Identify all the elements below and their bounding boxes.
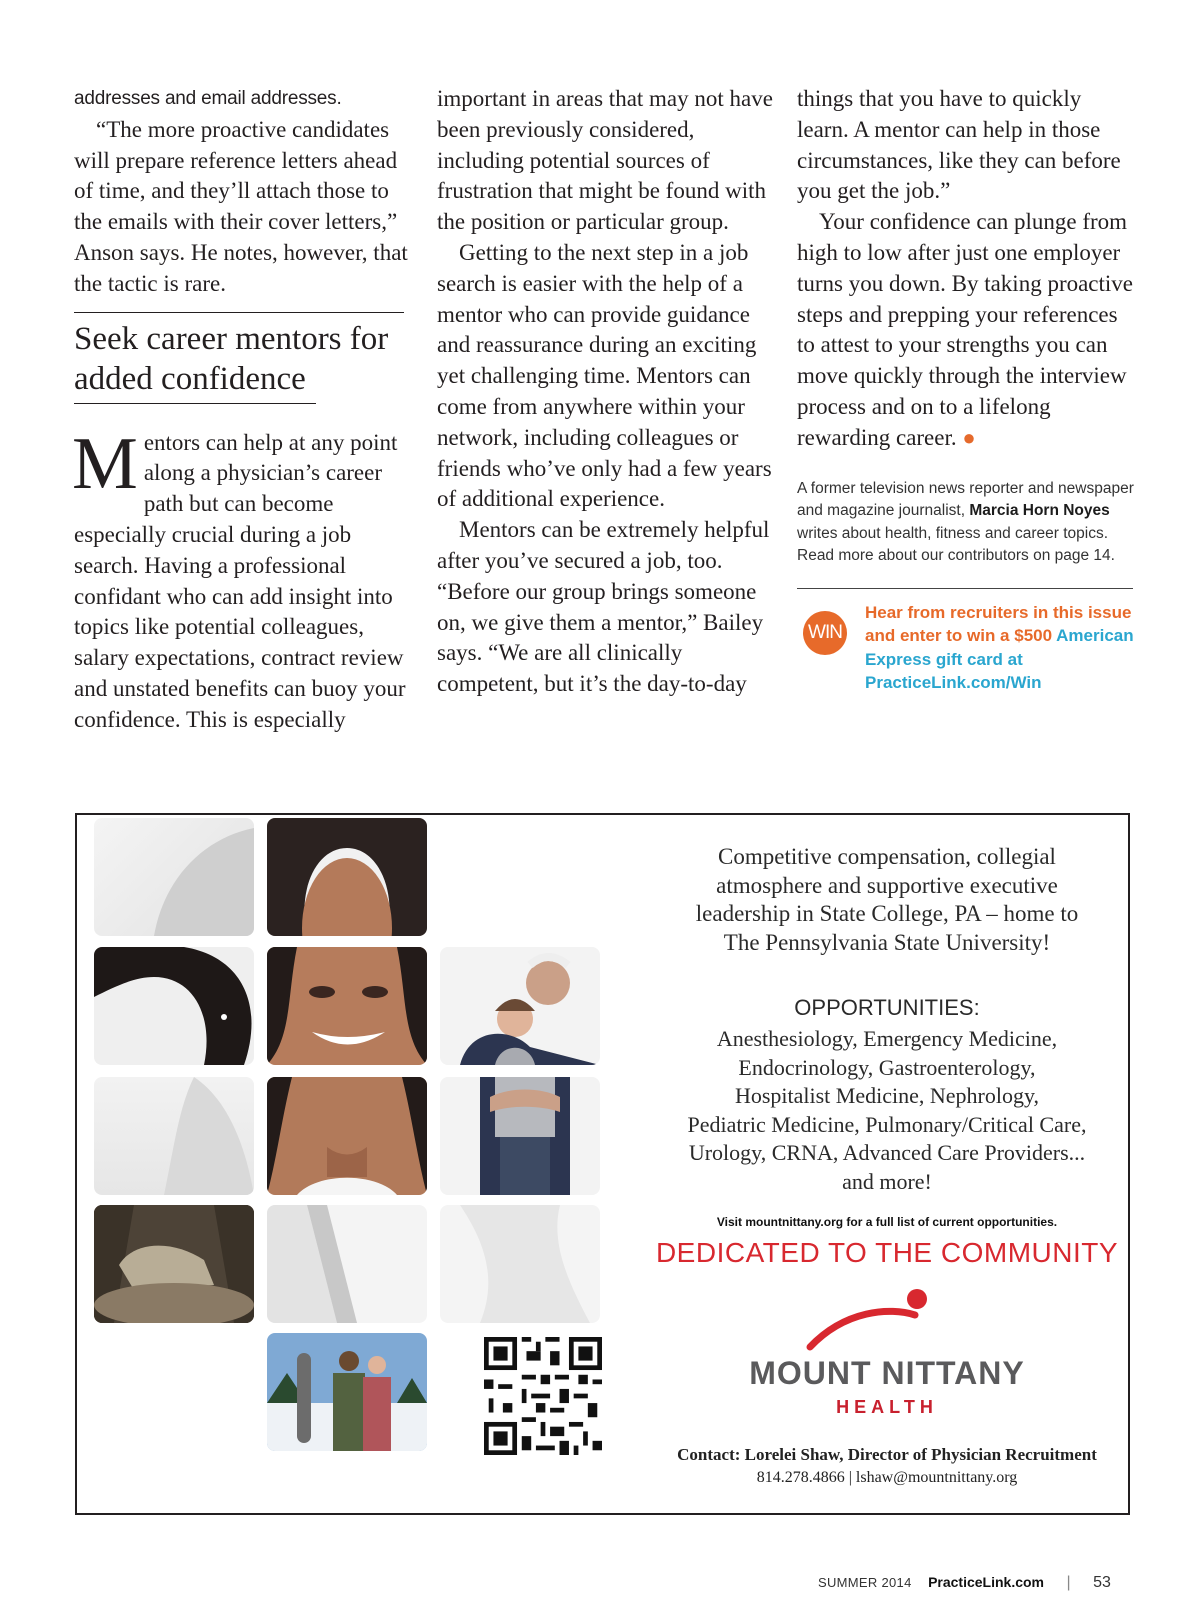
photo-tile-white-coat-right [440, 1205, 600, 1323]
body-paragraph [72, 422, 408, 736]
photo-tile-nittany-lion-statue [94, 1205, 254, 1323]
opportunity-line: Hospitalist Medicine, Nephrology, [734, 1083, 1040, 1108]
body-paragraph [797, 207, 1135, 453]
photo-tile-snowboarders [267, 1333, 427, 1451]
author-name: Marcia Horn Noyes [969, 502, 1110, 520]
opportunity-line: Urology, CRNA, Advanced Care Providers... [688, 1140, 1086, 1165]
page-number: 53 [1093, 1574, 1111, 1591]
opportunities-heading: OPPORTUNITIES: [794, 995, 980, 1020]
body-paragraph: important in areas that may not have been previously considered, including potential sources of frustration that might be found with the position or particular group. [437, 86, 773, 235]
win-promo[interactable] [797, 601, 1135, 697]
opportunity-line: Endocrinology, Gastroenterology, [738, 1054, 1036, 1080]
opportunity-line: Pediatric Medicine, Pulmonary/Critical Care, [687, 1111, 1087, 1137]
footer-separator: | [1066, 1574, 1071, 1591]
ad-tagline: DEDICATED TO THE COMMUNITY [655, 1237, 1119, 1268]
contact-name: Contact: Lorelei Shaw, Director of Physician Recruitment [677, 1445, 1097, 1464]
page-footer [818, 1574, 1138, 1592]
opportunities-list [637, 1025, 1137, 1196]
closing-paragraph-text: Your confidence can plunge from high to low after just one employer turns you down. By taking proactive steps and prepping your references to attest to your strengths you can move quickly through the interview process and on to a lifelong rewarding career. [797, 209, 1134, 450]
body-paragraph: Mentors can be extremely helpful after you’ve secured a job, too. “Before our group brings someone on, we give them a mentor,” Bailey says. “We are all clinically competent, but it’s the day-to-day [437, 517, 770, 697]
qr-code[interactable] [482, 1337, 604, 1455]
article-column-2 [437, 84, 773, 700]
bio-text: A former television news reporter and newspaper and magazine journalist, [797, 479, 1134, 520]
section-heading: Seek career mentors for added confidence [74, 320, 389, 397]
win-promo-orange-text: Hear from recruiters in this issue and enter to win a $500 [865, 602, 1132, 646]
ad-lead-text: Competitive compensation, collegial atmosphere and supportive executive leadership in State College, PA – home to The Pennsylvania State University! [695, 844, 1079, 955]
photo-tile-family-bottom [440, 1077, 600, 1195]
drop-cap-paragraph-text: entors can help at any point along a physician’s career path but can become especially crucial during a job search. Having a professional confidant who can add insight into topics like potential colleagues, salary expectations, contract review and unstated benefits can buoy your confidence. This is especially [74, 429, 406, 732]
body-paragraph: Getting to the next step in a job search is easier with the help of a mentor who can provide guidance and reassurance during an exciting yet challenging time. Mentors can come from anywhere within your network, including colleagues or friends who’ve only had a few years of additional experience. [437, 239, 772, 512]
contact-details[interactable]: 814.278.4866 | lshaw@mountnittany.org [756, 1469, 1018, 1486]
photo-tile-faded-coat [94, 1077, 254, 1195]
health-logo-text: HEALTH [836, 1397, 938, 1417]
mount-nittany-logo-text: MOUNT NITTANY [749, 1355, 1025, 1391]
drop-cap: M [72, 422, 138, 505]
body-paragraph: “The more proactive candidates will prepare reference letters ahead of time, and they’ll attach those to the emails with their cover letters,” Anson says. He notes, however, that the tactic is rare. [74, 116, 408, 296]
photo-tile-doctor-chin [267, 1077, 427, 1195]
photo-tile-hair-left [94, 947, 254, 1065]
opportunity-line: Anesthesiology, Emergency Medicine, [716, 1026, 1058, 1051]
mount-nittany-logo-mark-icon [805, 1285, 935, 1355]
article-column-1 [74, 84, 408, 736]
win-promo-text [865, 601, 1135, 695]
bio-text: writes about health, fitness and career topics. Read more about our contributors on page 14. [797, 524, 1115, 565]
body-paragraph: things that you have to quickly learn. A mentor can help in those circumstances, like they can before you get the job.” [797, 86, 1121, 204]
body-text: addresses and email addresses. [74, 88, 342, 109]
win-promo-link[interactable]: American Express gift card at PracticeLink.com/Win [865, 626, 1134, 693]
photo-tile-doctor-forehead [267, 818, 427, 936]
photo-tile-white-coat [267, 1205, 427, 1323]
issue-label: SUMMER 2014 [818, 1575, 912, 1590]
end-of-article-bullet: ● [962, 424, 976, 450]
photo-tile-hair [94, 818, 254, 936]
divider [797, 588, 1133, 589]
win-badge-icon: WIN [803, 611, 847, 655]
opportunity-line: and more! [842, 1168, 932, 1194]
author-bio [797, 478, 1135, 568]
site-name[interactable]: PracticeLink.com [928, 1574, 1044, 1590]
photo-tile-family-top [440, 947, 600, 1065]
heading-rule-bottom [74, 403, 316, 404]
article-column-3 [797, 84, 1135, 697]
heading-rule-top [74, 312, 404, 313]
photo-tile-doctor-smile [267, 947, 427, 1065]
mount-nittany-advertisement [75, 813, 1130, 1515]
visit-website-text[interactable]: Visit mountnittany.org for a full list of current opportunities. [716, 1215, 1058, 1229]
